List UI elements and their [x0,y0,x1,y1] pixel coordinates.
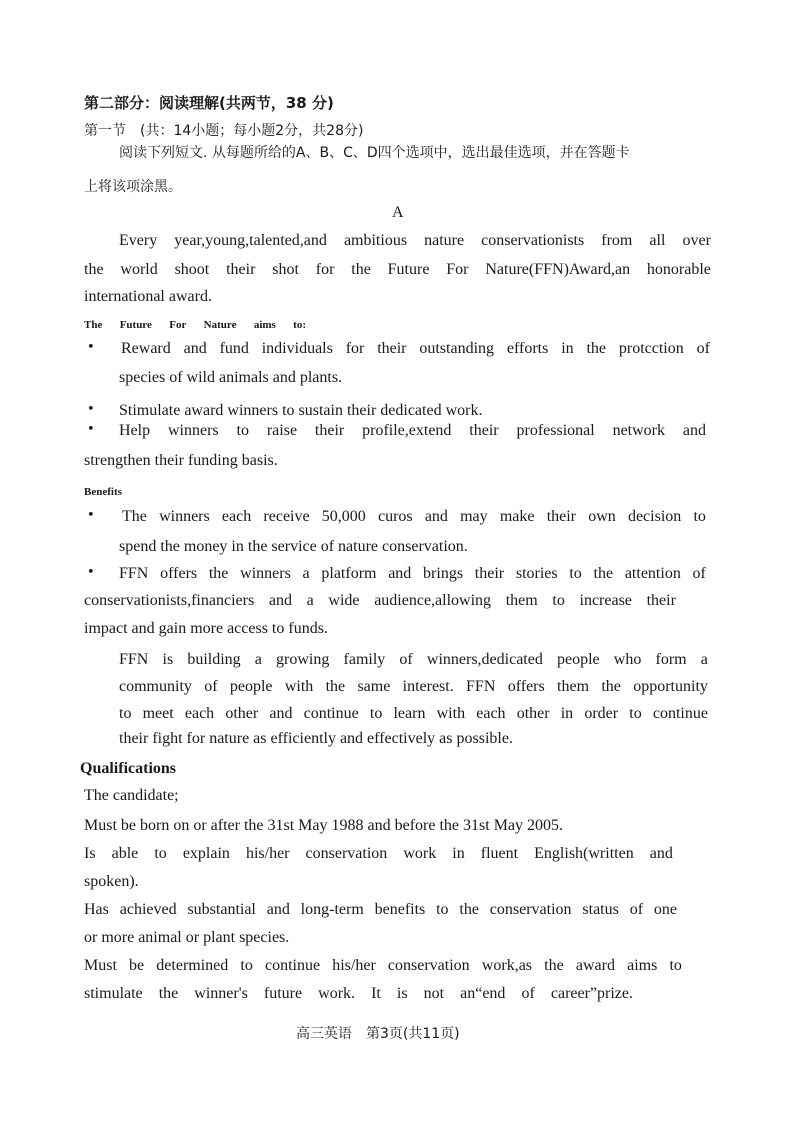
word: receive [263,508,310,525]
word: winner's [194,985,248,1002]
word: winners,dedicated [426,651,543,668]
word: their [546,508,577,525]
word: growing [276,651,330,668]
word: future [263,985,303,1002]
word: Nature(FFN)Award,an [485,261,631,278]
word: in [452,845,465,862]
word: a [700,651,708,668]
word: continue [303,705,359,722]
word: stimulate [84,985,143,1002]
word: opportunity [633,678,708,695]
word: all [649,232,666,249]
word: audience,allowing [374,592,492,609]
qualification-line-2: Must be born on or after the 31st May 1988 and before the 31st May 2005. [84,817,564,834]
word: protcction [618,340,684,357]
word: own [588,508,616,525]
word: attention [624,565,681,582]
passage-label: A [392,204,404,221]
word: work. [318,985,356,1002]
word: Future [119,319,152,331]
word: winners [159,508,210,525]
word: for [315,261,335,278]
word: outstanding [419,340,495,357]
word: order [584,705,619,722]
word: aims [253,319,276,331]
word: his/her [332,957,376,974]
word: professional [516,422,595,439]
benefit-1-line-1 [122,507,706,527]
intro-line-1 [119,231,711,251]
word: of [204,678,218,695]
word: the [84,261,104,278]
word: to [693,508,706,525]
word: to [236,422,249,439]
word: one [653,901,677,918]
word: brings [423,565,464,582]
word: is [162,651,174,668]
word: people [229,678,273,695]
word: people [556,651,600,668]
aim-3-line-2: strengthen their funding basis. [84,452,278,469]
word: his/her [245,845,290,862]
bullet-icon: • [87,422,95,437]
word: to [669,957,682,974]
family-line-4: their fight for nature as efficiently and effectively as possible. [119,730,513,747]
word: and [268,592,292,609]
word: able [111,845,139,862]
word: conservationists [481,232,585,249]
word: to [569,565,582,582]
word: learn [393,705,426,722]
word: to [154,845,167,862]
word: Future [387,261,430,278]
word: The [122,508,147,525]
word: FFN [119,565,149,582]
word: building [187,651,241,668]
word: The [84,319,103,331]
word: and [266,901,290,918]
qualification-line-6: or more animal or plant species. [84,929,290,946]
family-line-2 [119,677,708,697]
word: with [436,705,466,722]
bullet-icon: • [87,565,95,580]
word: each [476,705,506,722]
word: and [388,565,412,582]
word: Must [84,957,117,974]
word: is [396,985,408,1002]
word: Help [119,422,151,439]
word: each [184,705,215,722]
word: increase [579,592,632,609]
word: be [129,957,145,974]
word: work,as [481,957,533,974]
benefit-2-line-3: impact and gain more access to funds. [84,620,328,637]
word: conservation [305,845,388,862]
word: who [613,651,642,668]
word: efforts [506,340,549,357]
word: the [158,985,179,1002]
word: to [369,705,383,722]
word: network [612,422,666,439]
word: meet [142,705,174,722]
word: aims [627,957,658,974]
word: profile,extend [362,422,452,439]
word: the [351,261,371,278]
word: in [560,705,574,722]
aim-1-line-1 [121,339,710,359]
aim-2-line-1: Stimulate award winners to sustain their dedicated work. [119,402,483,419]
qualification-line-1: The candidate; [84,787,179,804]
word: to [240,957,253,974]
word: winners [167,422,219,439]
section-title: 第二部分：阅读理解(共两节，38 分) [84,94,334,112]
benefit-1-line-2: spend the money in the service of nature conservation. [119,538,468,555]
word: the [208,565,229,582]
word: shoot [174,261,210,278]
word: continue [652,705,708,722]
word: of [521,985,535,1002]
subsection-heading: 第一节 (共：14小题；每小题2分，共28分) [84,123,364,139]
word: work [403,845,437,862]
word: not [423,985,445,1002]
word: and [183,340,207,357]
intro-line-2 [84,260,711,280]
intro-line-3: international award. [84,288,212,305]
word: to [629,705,642,722]
word: over [682,232,711,249]
word: and [649,845,673,862]
word: them [557,678,590,695]
word: FFN [466,678,496,695]
word: other [225,705,259,722]
word: It [371,985,381,1002]
word: family [343,651,386,668]
word: Has [84,901,109,918]
word: the [601,678,621,695]
word: their [226,261,256,278]
aim-3-line-1 [119,421,706,441]
word: award [575,957,615,974]
instruction-line-2: 上将该项涂黑。 [84,179,182,195]
word: the [593,565,614,582]
word: achieved [119,901,177,918]
word: determined [156,957,229,974]
family-line-1 [119,650,708,670]
word: the [544,957,564,974]
word: Is [84,845,96,862]
word: explain [182,845,230,862]
word: Reward [121,340,171,357]
word: shot [272,261,299,278]
word: world [120,261,158,278]
word: platform [321,565,377,582]
word: career”prize. [550,985,633,1002]
bullet-icon: • [87,508,95,523]
word: their [314,422,345,439]
word: conservation [387,957,470,974]
word: to: [293,319,306,331]
word: offers [507,678,545,695]
word: Every [119,232,158,249]
word: substantial [187,901,256,918]
word: 50,000 [321,508,366,525]
word: the [325,678,346,695]
word: their [474,565,505,582]
benefit-2-line-1 [119,564,706,584]
word: and [424,508,448,525]
aim-1-line-2: species of wild animals and plants. [119,369,343,386]
word: and [682,422,706,439]
word: to [119,705,132,722]
word: a [306,592,314,609]
word: For [446,261,469,278]
family-line-3 [119,704,708,724]
word: same [357,678,391,695]
word: benefits [374,901,426,918]
word: an“end [460,985,506,1002]
word: Nature [203,319,237,331]
word: winners [240,565,291,582]
word: nature [424,232,465,249]
word: from [601,232,633,249]
word: of [696,340,710,357]
word: English(written [534,845,634,862]
qualification-line-3 [84,844,673,864]
benefit-2-line-2 [84,591,676,611]
word: to [552,592,565,609]
word: ambitious [343,232,408,249]
word: their [646,592,676,609]
word: decision [627,508,682,525]
word: raise [266,422,298,439]
word: in [561,340,574,357]
word: year,young,talented,and [174,232,327,249]
word: individuals [261,340,333,357]
word: a [254,651,262,668]
word: the [459,901,479,918]
word: with [284,678,314,695]
word: community [119,678,192,695]
word: fund [219,340,249,357]
benefits-heading: Benefits [84,486,122,498]
word: wide [328,592,360,609]
word: long-term [300,901,364,918]
word: continue [265,957,321,974]
word: status [582,901,619,918]
word: conservation [489,901,572,918]
word: other [516,705,550,722]
page-footer: 高三英语 第3页(共11页) [296,1026,460,1042]
qualification-line-4: spoken). [84,873,139,890]
word: the [586,340,607,357]
qualifications-heading: Qualifications [80,760,177,777]
word: them [505,592,538,609]
word: their [469,422,499,439]
word: may [460,508,488,525]
word: curos [377,508,413,525]
word: FFN [119,651,149,668]
word: of [629,901,644,918]
word: a [302,565,310,582]
word: of [692,565,706,582]
qualification-line-7 [84,956,682,976]
word: of [399,651,413,668]
qualification-line-8 [84,984,633,1004]
word: stories [515,565,558,582]
word: for [345,340,365,357]
qualification-line-5 [84,900,677,920]
word: their [377,340,407,357]
word: each [221,508,252,525]
word: to [436,901,449,918]
aims-heading [84,316,306,334]
bullet-icon: • [87,340,95,355]
bullet-icon: • [87,402,95,417]
word: conservationists,financiers [84,592,255,609]
word: and [269,705,293,722]
word: For [169,319,187,331]
instruction-line-1: 阅读下列短文. 从每题所给的A、B、C、D四个选项中，选出最佳选项，并在答题卡 [119,145,630,161]
word: offers [160,565,198,582]
word: interest. [402,678,454,695]
word: form [655,651,687,668]
word: honorable [646,261,711,278]
word: make [499,508,535,525]
word: fluent [480,845,519,862]
